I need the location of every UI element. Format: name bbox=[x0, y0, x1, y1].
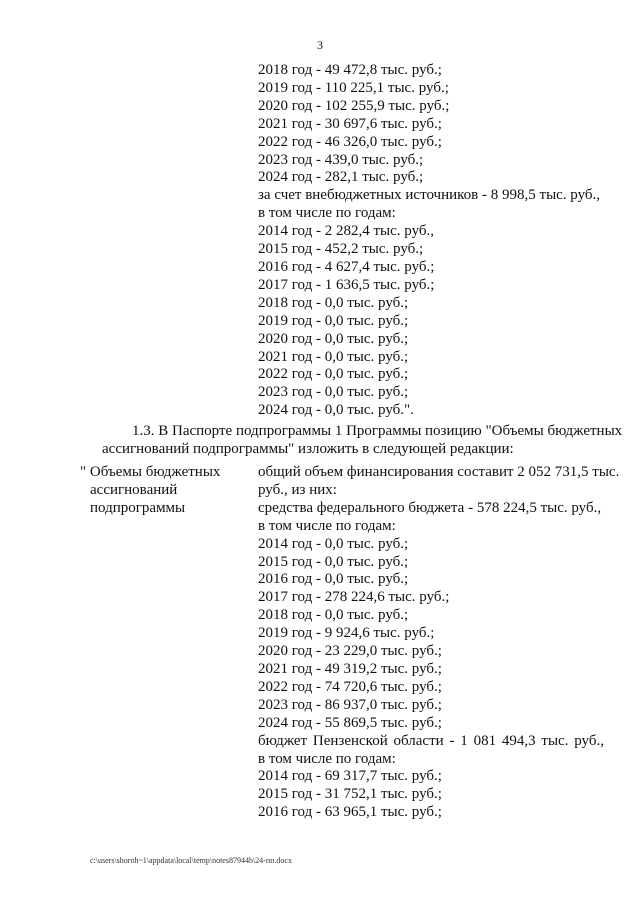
list-line: 2021 год - 30 697,6 тыс. руб.; bbox=[258, 115, 442, 132]
detail-line: 2022 год - 74 720,6 тыс. руб.; bbox=[258, 678, 442, 695]
label-line: " Объемы бюджетных bbox=[80, 464, 221, 480]
list-line: 2023 год - 0,0 тыс. руб.; bbox=[258, 384, 409, 401]
list-line: 2015 год - 452,2 тыс. руб.; bbox=[258, 241, 424, 258]
list-line: 2018 год - 49 472,8 тыс. руб.; bbox=[258, 62, 442, 78]
list-line: 2024 год - 282,1 тыс. руб.; bbox=[258, 169, 424, 186]
list-line: 2022 год - 46 326,0 тыс. руб.; bbox=[258, 133, 442, 150]
detail-line: средства федерального бюджета - 578 224,5 тыс. руб., bbox=[258, 499, 602, 516]
paragraph-line: 1.3. В Паспорте подпрограммы 1 Программы позицию "Объемы бюджетных bbox=[132, 423, 623, 439]
label-line: ассигнований bbox=[90, 481, 178, 498]
detail-line: 2018 год - 0,0 тыс. руб.; bbox=[258, 607, 409, 624]
detail-line: 2024 год - 55 869,5 тыс. руб.; bbox=[258, 714, 442, 731]
list-line: 2019 год - 0,0 тыс. руб.; bbox=[258, 312, 409, 329]
detail-line: 2015 год - 0,0 тыс. руб.; bbox=[258, 553, 409, 570]
funding-years-list-top bbox=[258, 62, 618, 420]
detail-line: бюджет Пензенской области - 1 081 494,3 тыс. руб., bbox=[258, 732, 604, 749]
funding-details bbox=[258, 464, 620, 822]
detail-line: 2020 год - 23 229,0 тыс. руб.; bbox=[258, 643, 442, 660]
list-line: 2020 год - 102 255,9 тыс. руб.; bbox=[258, 97, 450, 114]
paragraph-line: ассигнований подпрограммы" изложить в следующей редакции: bbox=[102, 440, 514, 457]
list-line: 2023 год - 439,0 тыс. руб.; bbox=[258, 151, 424, 168]
list-line: 2014 год - 2 282,4 тыс. руб., bbox=[258, 223, 435, 240]
list-line: 2017 год - 1 636,5 тыс. руб.; bbox=[258, 276, 435, 293]
page-number: 3 bbox=[317, 38, 323, 52]
list-line: 2022 год - 0,0 тыс. руб.; bbox=[258, 366, 409, 383]
detail-line: общий объем финансирования составит 2 052 731,5 тыс. bbox=[258, 464, 620, 480]
list-line: 2018 год - 0,0 тыс. руб.; bbox=[258, 294, 409, 311]
detail-line: 2015 год - 31 752,1 тыс. руб.; bbox=[258, 786, 442, 803]
list-line: 2021 год - 0,0 тыс. руб.; bbox=[258, 348, 409, 365]
amendment-paragraph bbox=[102, 423, 623, 459]
detail-line: 2023 год - 86 937,0 тыс. руб.; bbox=[258, 696, 442, 713]
list-line: 2020 год - 0,0 тыс. руб.; bbox=[258, 330, 409, 347]
detail-line: 2021 год - 49 319,2 тыс. руб.; bbox=[258, 660, 442, 677]
detail-line: в том числе по годам: bbox=[258, 750, 396, 767]
list-line: 2019 год - 110 225,1 тыс. руб.; bbox=[258, 79, 449, 96]
detail-line: 2017 год - 278 224,6 тыс. руб.; bbox=[258, 589, 450, 606]
label-line: подпрограммы bbox=[90, 499, 186, 516]
detail-line: 2016 год - 63 965,1 тыс. руб.; bbox=[258, 804, 442, 821]
detail-line: 2014 год - 69 317,7 тыс. руб.; bbox=[258, 768, 442, 785]
position-label bbox=[80, 464, 250, 518]
detail-line: 2016 год - 0,0 тыс. руб.; bbox=[258, 571, 409, 588]
detail-line: в том числе по годам: bbox=[258, 517, 396, 534]
list-line: 2024 год - 0,0 тыс. руб.". bbox=[258, 402, 414, 419]
list-line: в том числе по годам: bbox=[258, 205, 396, 222]
detail-line: руб., из них: bbox=[258, 481, 337, 498]
file-path-footer: c:\users\shoroh~1\appdata\local\temp\notes87944b\24-пп.docx bbox=[90, 856, 292, 865]
list-line: за счет внебюджетных источников - 8 998,5 тыс. руб., bbox=[258, 187, 601, 204]
list-line: 2016 год - 4 627,4 тыс. руб.; bbox=[258, 258, 435, 275]
detail-line: 2019 год - 9 924,6 тыс. руб.; bbox=[258, 625, 435, 642]
detail-line: 2014 год - 0,0 тыс. руб.; bbox=[258, 535, 409, 552]
